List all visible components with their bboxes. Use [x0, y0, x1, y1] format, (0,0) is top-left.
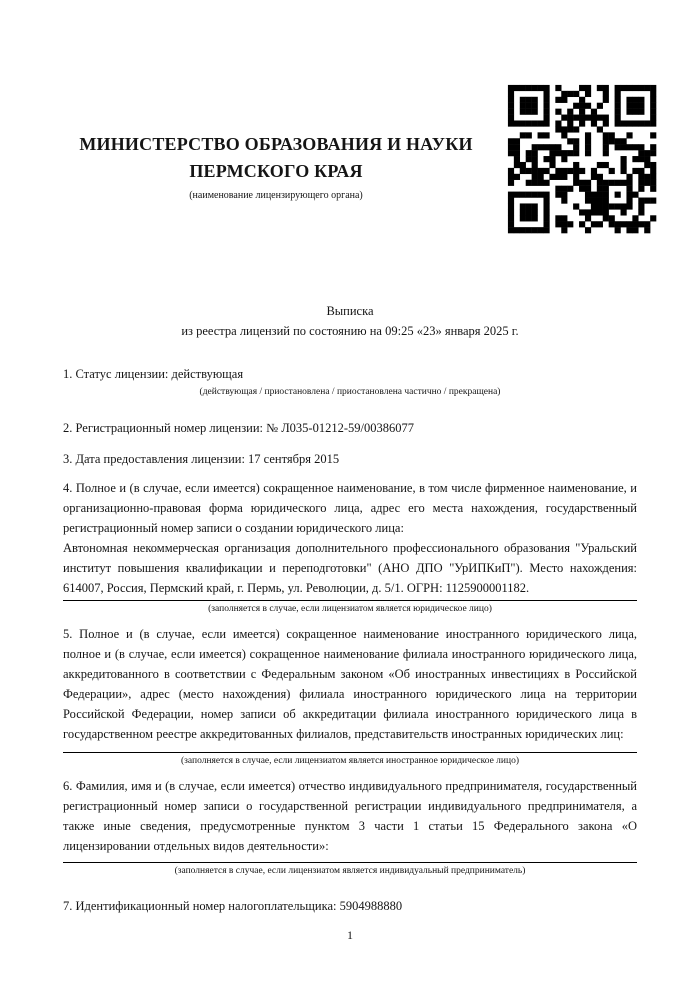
- qr-code: [502, 79, 662, 239]
- taxpayer-number-text: 7. Идентификационный номер налогоплательщика: 5904988880: [63, 899, 403, 913]
- item-1-license-status: [63, 364, 637, 399]
- individual-entrepreneur-label: 6. Фамилия, имя и (в случае, если имеется) отчество индивидуального предпринимателя, государственный регистрационный номер записи о государственной регистрации индивидуального предпринимателя, а также иные сведения, предусмотренные пунктом 3 части 1 статьи 15 Федерального закона «О лицензировании отдельных видов деятельности»:: [63, 779, 637, 853]
- document-title: [0, 301, 700, 341]
- item-3-license-date: [63, 449, 637, 469]
- ministry-name-line2: ПЕРМСКОГО КРАЯ: [189, 161, 363, 181]
- item-7-taxpayer-number: [63, 896, 637, 916]
- foreign-entity-fill-line: [63, 752, 637, 753]
- legal-entity-label: 4. Полное и (в случае, если имеется) сокращенное наименование, в том числе фирменное наименование, и организационно-правовая форма юридического лица, адрес его места нахождения, государственный регистрационный номер записи о создании юридического лица:: [63, 481, 637, 535]
- document-title-line1: Выписка: [326, 304, 374, 318]
- item-2-registration-number: [63, 418, 637, 438]
- legal-entity-fill-line: [63, 600, 637, 601]
- page-number: 1: [347, 928, 353, 942]
- legal-entity-value: Автономная некоммерческая организация дополнительного профессионального образования "Уральский институт повышения квалификации и переподготовки" (АНО ДПО "УрИПКиП"). Место нахождения: 614007, Россия, Пермский край, г. Пермь, ул. Революции, д. 5/1. ОГРН: 1125900001182.: [63, 541, 637, 595]
- registration-number-text: 2. Регистрационный номер лицензии: № Л035-01212-59/00386077: [63, 421, 414, 435]
- legal-entity-caption: (заполняется в случае, если лицензиатом является юридическое лицо): [208, 604, 492, 614]
- foreign-entity-label: 5. Полное и (в случае, если имеется) сокращенное наименование иностранного юридического лица, полное и (в случае, если имеется) сокращенное наименование филиала иностранного юридического лица, аккредитованного в соответствии с Федеральным законом «Об иностранных инвестициях в Российской Федерации», адрес (место нахождения) филиала иностранного юридического лица на территории Российской Федерации, номер записи об аккредитации филиала иностранного юридического лица в государственном реестре аккредитованных филиалов, представительств иностранных юридических лиц:: [63, 627, 637, 741]
- license-status-options-caption: (действующая / приостановлена / приостановлена частично / прекращена): [199, 387, 501, 397]
- ministry-name-line1: МИНИСТЕРСТВО ОБРАЗОВАНИЯ И НАУКИ: [79, 134, 473, 154]
- item-5-foreign-entity: [63, 624, 637, 768]
- document-title-line2: из реестра лицензий по состоянию на 09:25 «23» января 2025 г.: [181, 324, 519, 338]
- license-status-text: 1. Статус лицензии: действующая: [63, 367, 244, 381]
- individual-entrepreneur-caption: (заполняется в случае, если лицензиатом является индивидуальный предприниматель): [174, 866, 526, 876]
- authority-name-caption: (наименование лицензирующего органа): [189, 190, 363, 201]
- licensing-authority-header: [40, 131, 512, 202]
- license-date-text: 3. Дата предоставления лицензии: 17 сентября 2015: [63, 452, 340, 466]
- item-4-legal-entity: [63, 478, 637, 616]
- foreign-entity-caption: (заполняется в случае, если лицензиатом является иностранное юридическое лицо): [181, 756, 519, 766]
- item-6-individual-entrepreneur: [63, 776, 637, 878]
- individual-entrepreneur-fill-line: [63, 862, 637, 863]
